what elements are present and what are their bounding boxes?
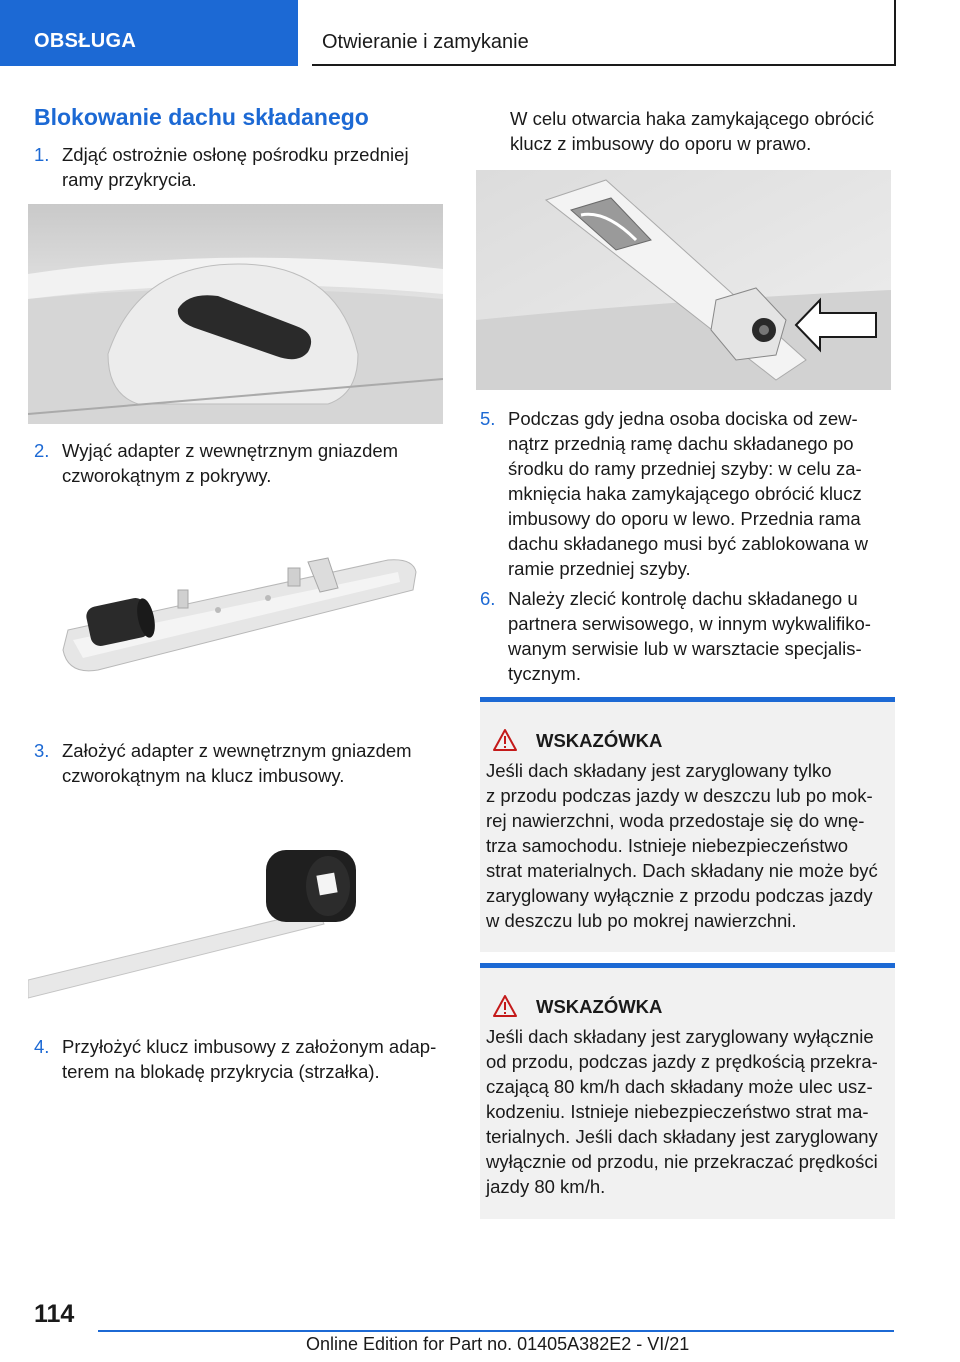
header-chapter-label: Otwieranie i zamykanie <box>322 31 529 53</box>
note-line: kodzeniu. Istnieje niebezpieczeństwo strat ma- <box>486 1101 869 1122</box>
step-text-line: tycznym. <box>508 663 581 684</box>
note-body <box>486 758 892 933</box>
step-text-line: Podczas gdy jedna osoba dociska od zew- <box>508 408 858 429</box>
adapter-on-hex-key-image <box>28 800 443 1010</box>
step-number: 2. <box>34 440 50 461</box>
step-text-line: dachu składanego musi być zablokowana w <box>508 533 868 554</box>
note-line: z przodu podczas jazdy w deszczu lub po mok- <box>486 785 873 806</box>
header-section-tab <box>0 0 298 66</box>
intro-paragraph <box>510 106 894 156</box>
step-text-line: nątrz przednią ramę dachu składanego po <box>508 433 854 454</box>
step-text-line: czworokątnym z pokrywy. <box>62 465 272 486</box>
step-text-line: terem na blokadę przykrycia (strzałka). <box>62 1061 380 1082</box>
note-line: trza samochodu. Istnieje niebezpieczeństwo <box>486 835 848 856</box>
note-title: WSKAZÓWKA <box>536 996 663 1017</box>
step-number: 1. <box>34 144 50 165</box>
step-text-line: Należy zlecić kontrolę dachu składanego u <box>508 588 858 609</box>
footer-divider <box>98 1330 894 1332</box>
note-line: w deszczu lub po mokrej nawierzchni. <box>486 910 797 931</box>
step-number: 5. <box>480 408 496 429</box>
step-text-line: Wyjąć adapter z wewnętrznym gniazdem <box>62 440 399 461</box>
note-line: Jeśli dach składany jest zaryglowany wyłącznie <box>486 1026 874 1047</box>
note-line: jazdy 80 km/h. <box>486 1176 606 1197</box>
section-title: Blokowanie dachu składanego <box>34 104 369 130</box>
page-number: 114 <box>34 1300 75 1328</box>
step-number: 6. <box>480 588 496 609</box>
paragraph-line: W celu otwarcia haka zamykającego obrócić <box>510 108 874 129</box>
note-line: terialnych. Jeśli dach składany jest zaryglowany <box>486 1126 878 1147</box>
warning-triangle-icon <box>492 728 518 752</box>
note-box-2 <box>480 963 895 1219</box>
step-number: 3. <box>34 740 50 761</box>
step-text-line: ramie przedniej szyby. <box>508 558 691 579</box>
roof-frame-cover-image <box>28 204 443 424</box>
step-text-line: Założyć adapter z wewnętrznym gniazdem <box>62 740 412 761</box>
step-number: 4. <box>34 1036 50 1057</box>
note-title: WSKAZÓWKA <box>536 730 663 751</box>
header-chapter-box <box>312 0 896 66</box>
note-line: od przodu, podczas jazdy z prędkością przekra- <box>486 1051 878 1072</box>
paragraph-line: klucz z imbusowy do oporu w prawo. <box>510 133 812 154</box>
step-text-line: czworokątnym na klucz imbusowy. <box>62 765 345 786</box>
note-line: rej nawierzchni, woda przedostaje się do wnę- <box>486 810 865 831</box>
step-text-line: wanym serwisie lub w warsztacie specjalis- <box>508 638 862 659</box>
hex-key-on-lock-image <box>476 170 891 390</box>
adapter-in-cover-image <box>28 510 443 720</box>
step-text-line: partnera serwisowego, w innym wykwalifiko- <box>508 613 871 634</box>
step-text-line: imbusowy do oporu w lewo. Przednia rama <box>508 508 861 529</box>
step-text-line: Przyłożyć klucz imbusowy z założonym adap- <box>62 1036 437 1057</box>
note-body <box>486 1024 892 1199</box>
step-text-line: mknięcia haka zamykającego obrócić klucz <box>508 483 862 504</box>
step-text-line: ramy przykrycia. <box>62 169 197 190</box>
warning-triangle-icon <box>492 994 518 1018</box>
note-box-1 <box>480 697 895 952</box>
note-line: strat materialnych. Dach składany nie może być <box>486 860 878 881</box>
footer-edition: Online Edition for Part no. 01405A382E2 - VI/21 <box>306 1334 690 1354</box>
note-line: wyłącznie od przodu, nie przekraczać prędkości <box>486 1151 878 1172</box>
step-text-line: środku do ramy przedniej szyby: w celu za- <box>508 458 862 479</box>
header-section-label: OBSŁUGA <box>34 30 137 52</box>
note-line: zaryglowany wyłącznie z przodu podczas jazdy <box>486 885 873 906</box>
step-text-line: Zdjąć ostrożnie osłonę pośrodku przedniej <box>62 144 409 165</box>
note-line: Jeśli dach składany jest zaryglowany tylko <box>486 760 832 781</box>
note-line: czającą 80 km/h dach składany może ulec usz- <box>486 1076 873 1097</box>
